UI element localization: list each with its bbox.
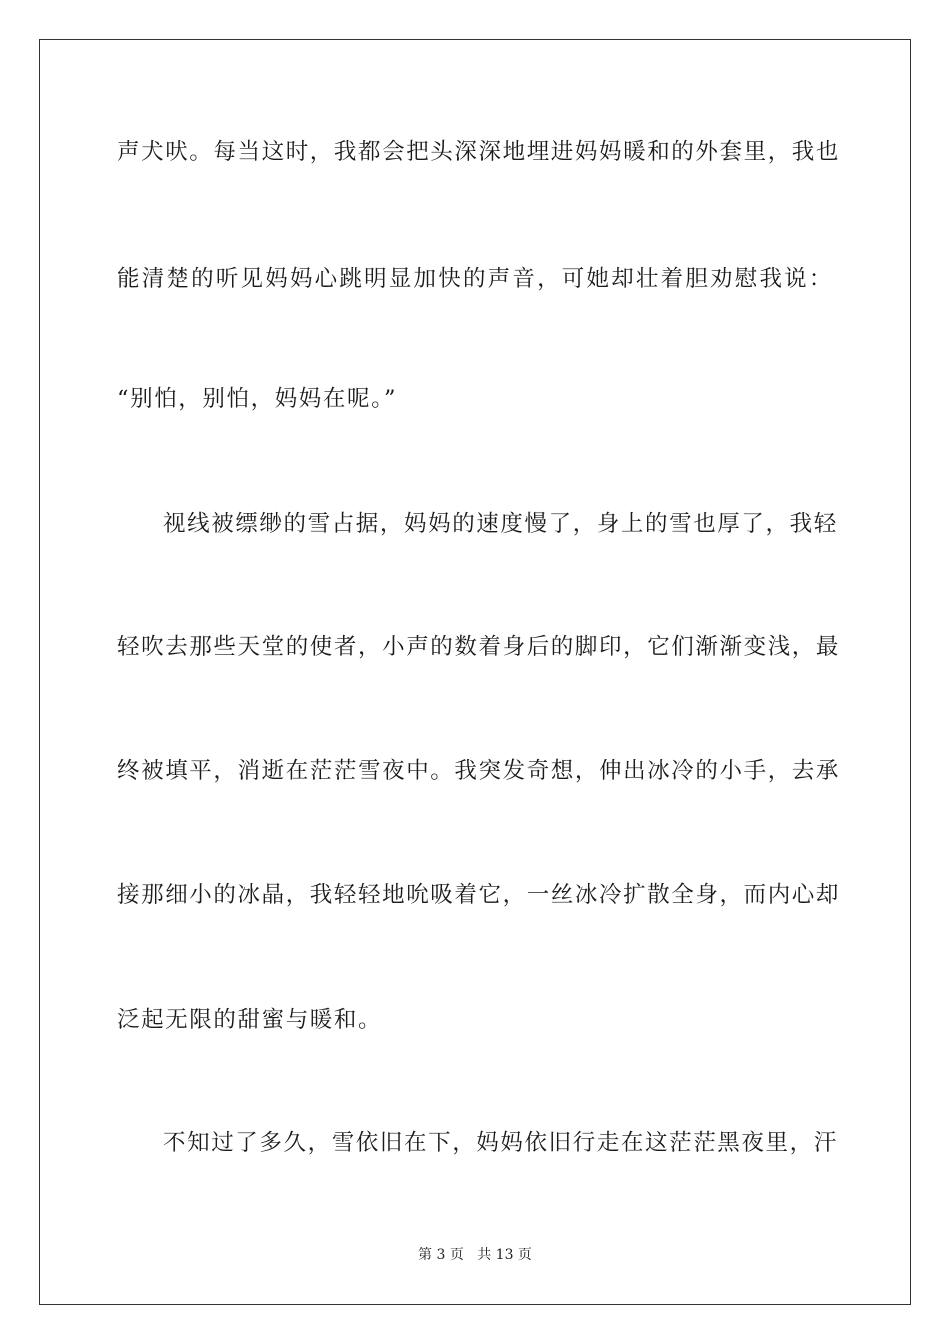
text-line: 终被填平，消逝在茫茫雪夜中。我突发奇想，伸出冰冷的小手，去承 (117, 758, 841, 784)
text-line: 接那细小的冰晶，我轻轻地吮吸着它，一丝冰冷扩散全身，而内心却 (117, 882, 841, 908)
page-footer (0, 1245, 950, 1265)
page-total: 共 13 页 (477, 1247, 532, 1263)
page-number: 第 3 页 (418, 1247, 464, 1263)
text-line: 声犬吠。每当这时，我都会把头深深地埋进妈妈暖和的外套里，我也 (117, 139, 841, 165)
text-line: 轻吹去那些天堂的使者，小声的数着身后的脚印，它们渐渐变浅，最 (117, 634, 841, 660)
text-line: 能清楚的听见妈妈心跳明显加快的声音，可她却壮着胆劝慰我说： (117, 266, 833, 292)
paragraph-start-line: 视线被缥缈的雪占据，妈妈的速度慢了，身上的雪也厚了，我轻 (163, 511, 838, 537)
paragraph-start-line: 不知过了多久，雪依旧在下，妈妈依旧行走在这茫茫黑夜里，汗 (163, 1130, 838, 1156)
text-line: 泛起无限的甜蜜与暖和。 (117, 1007, 383, 1033)
page-border (39, 39, 911, 1305)
text-line: “别怕，别怕，妈妈在呢。” (117, 386, 398, 412)
